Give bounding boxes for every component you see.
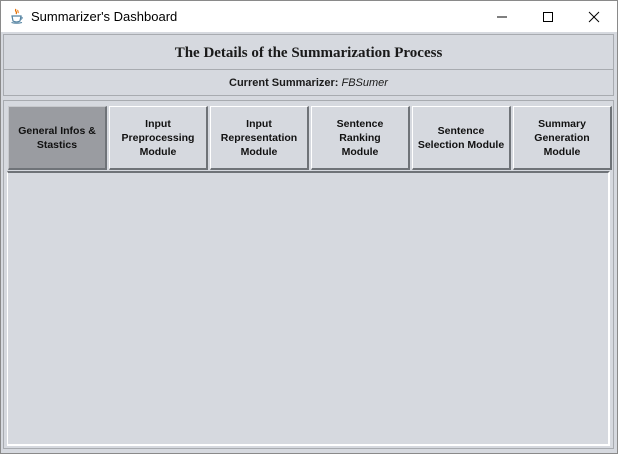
tab-sentence-ranking[interactable] bbox=[311, 106, 410, 170]
tab-label-line: Module bbox=[139, 145, 177, 158]
maximize-button[interactable] bbox=[525, 1, 571, 32]
tab-label-line: Selection Module bbox=[417, 138, 505, 151]
minimize-button[interactable] bbox=[479, 1, 525, 32]
tab-label-line: Input bbox=[145, 117, 171, 130]
tab-label-line: Preprocessing bbox=[121, 131, 195, 144]
header-panel bbox=[3, 34, 614, 96]
close-icon bbox=[588, 11, 600, 23]
tab-strip bbox=[8, 106, 612, 170]
tabbed-pane bbox=[3, 100, 614, 449]
current-summarizer-value: FBSumer bbox=[341, 77, 388, 89]
tab-label-line: Sentence Ranking bbox=[336, 117, 384, 144]
maximize-icon bbox=[542, 11, 554, 23]
tab-label-line: Module bbox=[240, 145, 278, 158]
tab-summary-generation[interactable] bbox=[513, 106, 612, 170]
tab-label-line: Generation Module bbox=[534, 131, 590, 158]
title-bar[interactable] bbox=[1, 1, 617, 32]
window-title: Summarizer's Dashboard bbox=[31, 9, 178, 24]
tab-label-line: General Infos & bbox=[18, 124, 96, 137]
tab-label-line: Representation bbox=[220, 131, 298, 144]
tab-input-preprocessing[interactable] bbox=[109, 106, 208, 170]
tab-label-line: Input bbox=[246, 117, 272, 130]
minimize-icon bbox=[496, 11, 508, 23]
tab-label-line: Sentence bbox=[437, 124, 485, 137]
tab-label-line: Stastics bbox=[36, 138, 78, 151]
tab-general-infos[interactable] bbox=[8, 106, 107, 170]
tab-label-line: Module bbox=[341, 145, 379, 158]
tab-content-area bbox=[7, 171, 610, 446]
java-cup-icon bbox=[10, 8, 24, 24]
tab-sentence-selection[interactable] bbox=[412, 106, 511, 170]
header-divider bbox=[4, 69, 613, 70]
current-summarizer bbox=[4, 77, 613, 89]
tab-label-line: Summary bbox=[538, 117, 586, 130]
page-title: The Details of the Summarization Process bbox=[174, 45, 443, 61]
tab-input-representation[interactable] bbox=[210, 106, 309, 170]
current-summarizer-label: Current Summarizer: bbox=[229, 77, 339, 89]
close-button[interactable] bbox=[571, 1, 617, 32]
